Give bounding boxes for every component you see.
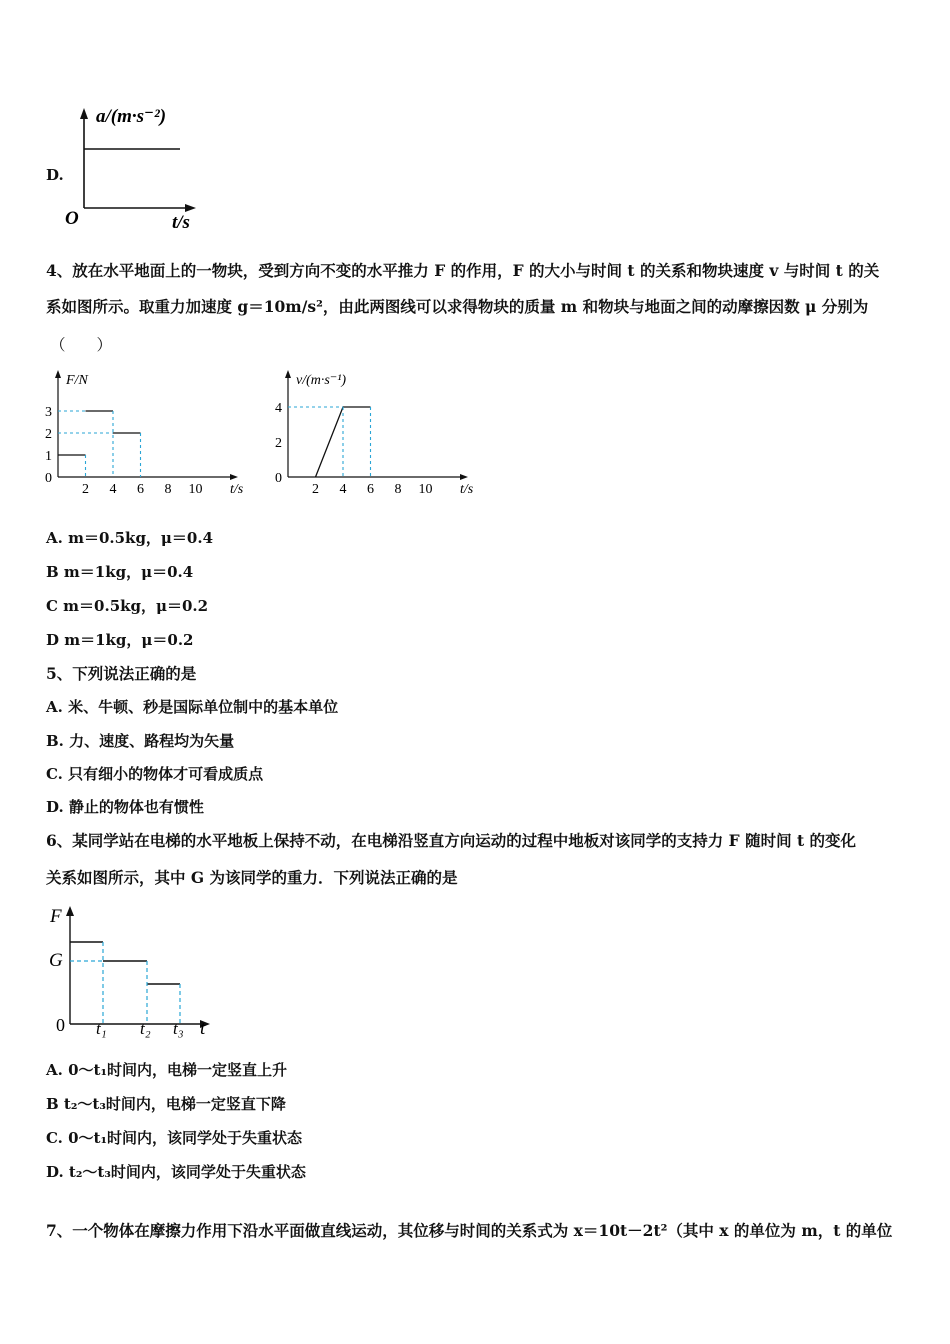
q4-line1: 4、放在水平地面上的一物块，受到方向不变的水平推力 F 的作用，F 的大小与时间 t 的关系和物块速度 v 与时间 t 的关 — [46, 261, 880, 280]
graph-d-origin: O — [65, 208, 79, 229]
vchart-y-arrow-icon — [285, 370, 291, 378]
fchart-ytick-3: 3 — [45, 405, 52, 420]
y-axis-arrow-icon — [80, 108, 88, 119]
fchart-ytick-0: 0 — [45, 471, 52, 486]
q6-option-c[interactable]: C. 0～t₁时间内，该同学处于失重状态 — [46, 1129, 303, 1147]
fchart-ytick-1: 1 — [45, 449, 52, 464]
graph-d-ylabel: a/(m·s⁻²) — [96, 106, 167, 127]
fchart-x-arrow-icon — [230, 474, 238, 480]
vchart-ytick-2: 4 — [275, 401, 282, 416]
q5-title: 5、下列说法正确的是 — [46, 664, 197, 683]
vchart-xtick-1: 4 — [339, 482, 347, 497]
x-axis-arrow-icon — [185, 204, 196, 212]
y-axis-arrow-icon — [66, 906, 74, 916]
vchart-xtick-2: 6 — [367, 482, 374, 497]
q4-option-a[interactable]: A. m＝0.5kg，μ＝0.4 — [46, 529, 214, 547]
q5-option-c[interactable]: C. 只有细小的物体才可看成质点 — [46, 765, 264, 783]
graph6-tick-t1: t₁ — [96, 1019, 107, 1038]
q5-option-d[interactable]: D. 静止的物体也有惯性 — [46, 798, 204, 816]
fchart-xtick-3: 8 — [164, 482, 172, 497]
q6-line2: 关系如图所示，其中 G 为该同学的重力．下列说法正确的是 — [46, 868, 458, 887]
graph6-xlabel: t — [200, 1018, 206, 1039]
vchart-ylabel: v/(m·s⁻¹) — [296, 373, 347, 388]
graph6-origin: 0 — [56, 1015, 65, 1035]
graph6-tick-t3: t₃ — [173, 1019, 184, 1038]
graph-d-accel-time — [60, 98, 220, 233]
graph6-ylabel: F — [50, 906, 62, 927]
q6-option-a[interactable]: A. 0～t₁时间内，电梯一定竖直上升 — [46, 1061, 288, 1079]
vchart-x-arrow-icon — [460, 474, 468, 480]
vchart-ytick-0: 0 — [275, 471, 282, 486]
chart-force-time — [38, 362, 250, 497]
vchart-xtick-4: 10 — [418, 482, 433, 497]
graph6-tick-t2: t₂ — [140, 1019, 151, 1038]
graph-d-xlabel: t/s — [172, 212, 190, 233]
fchart-xtick-1: 4 — [109, 482, 117, 497]
q4-option-c[interactable]: C m＝0.5kg，μ＝0.2 — [46, 597, 209, 615]
q7-line1: 7、一个物体在摩擦力作用下沿水平面做直线运动，其位移与时间的关系式为 x＝10t－2t²（其中 x 的单位为 m，t 的单位 — [46, 1221, 893, 1240]
q5-option-a[interactable]: A. 米、牛顿、秒是国际单位制中的基本单位 — [46, 698, 339, 716]
q5-option-b[interactable]: B. 力、速度、路程均为矢量 — [46, 732, 235, 750]
q4-line2: 系如图所示。取重力加速度 g＝10m/s²，由此两图线可以求得物块的质量 m 和物块与地面之间的动摩擦因数 μ 分别为 — [46, 297, 869, 316]
graph6-glabel: G — [49, 950, 63, 971]
fchart-ylabel: F/N — [66, 373, 88, 388]
graph-support-force-time — [42, 900, 222, 1045]
vchart-xtick-0: 2 — [312, 482, 319, 497]
q6-line1: 6、某同学站在电梯的水平地板上保持不动，在电梯沿竖直方向运动的过程中地板对该同学的支持力 F 随时间 t 的变化 — [46, 831, 857, 850]
q4-option-b[interactable]: B m＝1kg，μ＝0.4 — [46, 563, 194, 581]
fchart-y-arrow-icon — [55, 370, 61, 378]
q4-blank: （ ） — [50, 336, 113, 354]
vchart-ytick-1: 2 — [275, 436, 282, 451]
q6-option-b[interactable]: B t₂～t₃时间内，电梯一定竖直下降 — [46, 1095, 286, 1113]
fchart-ytick-2: 2 — [45, 427, 52, 442]
fchart-xlabel: t/s — [230, 482, 244, 497]
q4-option-d[interactable]: D m＝1kg，μ＝0.2 — [46, 631, 194, 649]
q6-option-d[interactable]: D. t₂～t₃时间内，该同学处于失重状态 — [46, 1163, 306, 1181]
vchart-line — [316, 407, 371, 477]
fchart-xtick-2: 6 — [137, 482, 144, 497]
vchart-xlabel: t/s — [460, 482, 474, 497]
chart-velocity-time — [268, 362, 480, 497]
option-d-label: D. — [46, 166, 64, 184]
fchart-xtick-0: 2 — [82, 482, 89, 497]
fchart-xtick-4: 10 — [188, 482, 203, 497]
vchart-xtick-3: 8 — [394, 482, 402, 497]
